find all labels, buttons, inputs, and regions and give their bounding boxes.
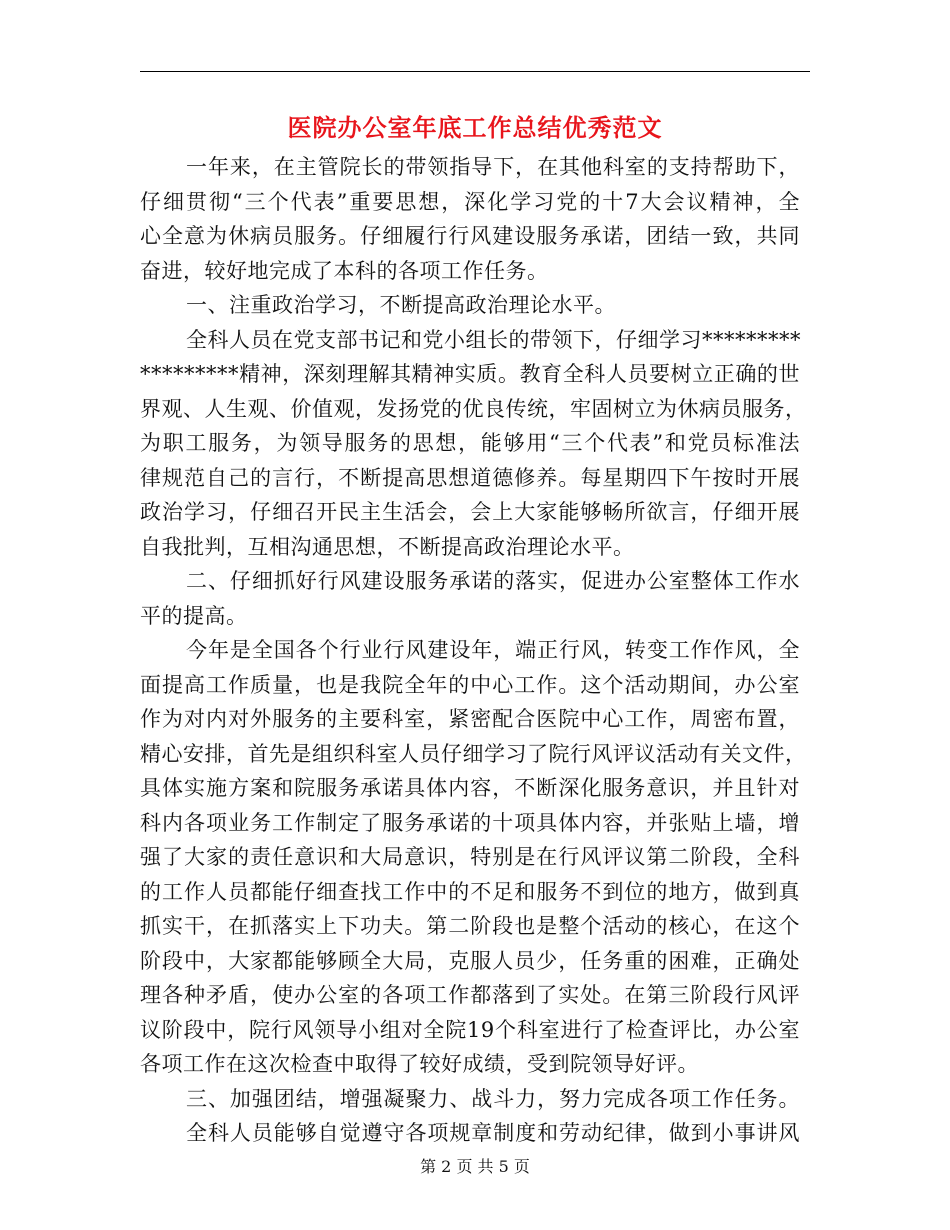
text-line: 各项工作在这次检查中取得了较好成绩，受到院领导好评。 [140,1052,699,1076]
text-line: 仔细贯彻“三个代表”重要思想，深化学习党的十7大会议精神，全 [140,189,800,214]
text-line: 一、注重政治学习，不断提高政治理论水平。 [186,293,616,317]
text-line: 科内各项业务工作制定了服务承诺的十项具体内容，并张贴上墙，增 [140,810,800,835]
text-line: 阶段中，大家都能够顾全大局，克服人员少，任务重的困难，正确处 [140,948,800,973]
text-line: 一年来，在主管院长的带领指导下，在其他科室的支持帮助下， [186,155,800,179]
text-line: *********精神，深刻理解其精神实质。教育全科人员要树立正确的世 [140,362,800,386]
text-line: 平的提高。 [140,603,248,628]
text-line: 的工作人员都能仔细查找工作中的不足和服务不到位的地方，做到真 [140,879,800,904]
text-line: 抓实干，在抓落实上下功夫。第二阶段也是整个活动的核心，在这个 [140,914,800,938]
text-line: 二、仔细抓好行风建设服务承诺的落实，促进办公室整体工作水 [186,569,800,593]
text-line: 具体实施方案和院服务承诺具体内容，不断深化服务意识，并且针对 [140,776,800,800]
page-footer: 第 2 页 共 5 页 [420,1157,530,1176]
text-line: 全科人员在党支部书记和党小组长的带领下，仔细学习********* [186,327,801,352]
document-body [140,150,807,1151]
text-line: 政治学习，仔细召开民主生活会，会上大家能够畅所欲言，仔细开展 [140,500,800,524]
header-rule [140,71,810,72]
text-line: 精心安排，首先是组织科室人员仔细学习了院行风评议活动有关文件， [140,741,807,766]
text-line: 奋进，较好地完成了本科的各项工作任务。 [140,258,549,283]
text-line: 自我批判，互相沟通思想，不断提高政治理论水平。 [140,534,635,559]
text-line: 面提高工作质量，也是我院全年的中心工作。这个活动期间，办公室 [140,672,800,697]
text-line: 强了大家的责任意识和大局意识，特别是在行风评议第二阶段，全科 [140,845,800,869]
text-line: 全科人员能够自觉遵守各项规章制度和劳动纪律，做到小事讲风 [186,1121,800,1145]
text-line: 议阶段中，院行风领导小组对全院19个科室进行了检查评比，办公室 [140,1017,800,1042]
text-line: 心全意为休病员服务。仔细履行行风建设服务承诺，团结一致，共同 [140,224,800,248]
text-line: 理各种矛盾，使办公室的各项工作都落到了实处。在第三阶段行风评 [140,983,800,1007]
text-line: 三、加强团结，增强凝聚力、战斗力，努力完成各项工作任务。 [186,1086,800,1111]
text-line: 为职工服务，为领导服务的思想，能够用“三个代表”和党员标准法 [140,431,800,455]
text-line: 作为对内对外服务的主要科室，紧密配合医院中心工作，周密布置， [140,707,800,731]
text-line: 今年是全国各个行业行风建设年，端正行风，转变工作作风，全 [186,638,800,662]
text-line: 界观、人生观、价值观，发扬党的优良传统，牢固树立为休病员服务， [140,396,807,421]
document-title: 医院办公室年底工作总结优秀范文 [287,113,663,142]
text-line: 律规范自己的言行，不断提高思想道德修养。每星期四下午按时开展 [140,465,800,490]
